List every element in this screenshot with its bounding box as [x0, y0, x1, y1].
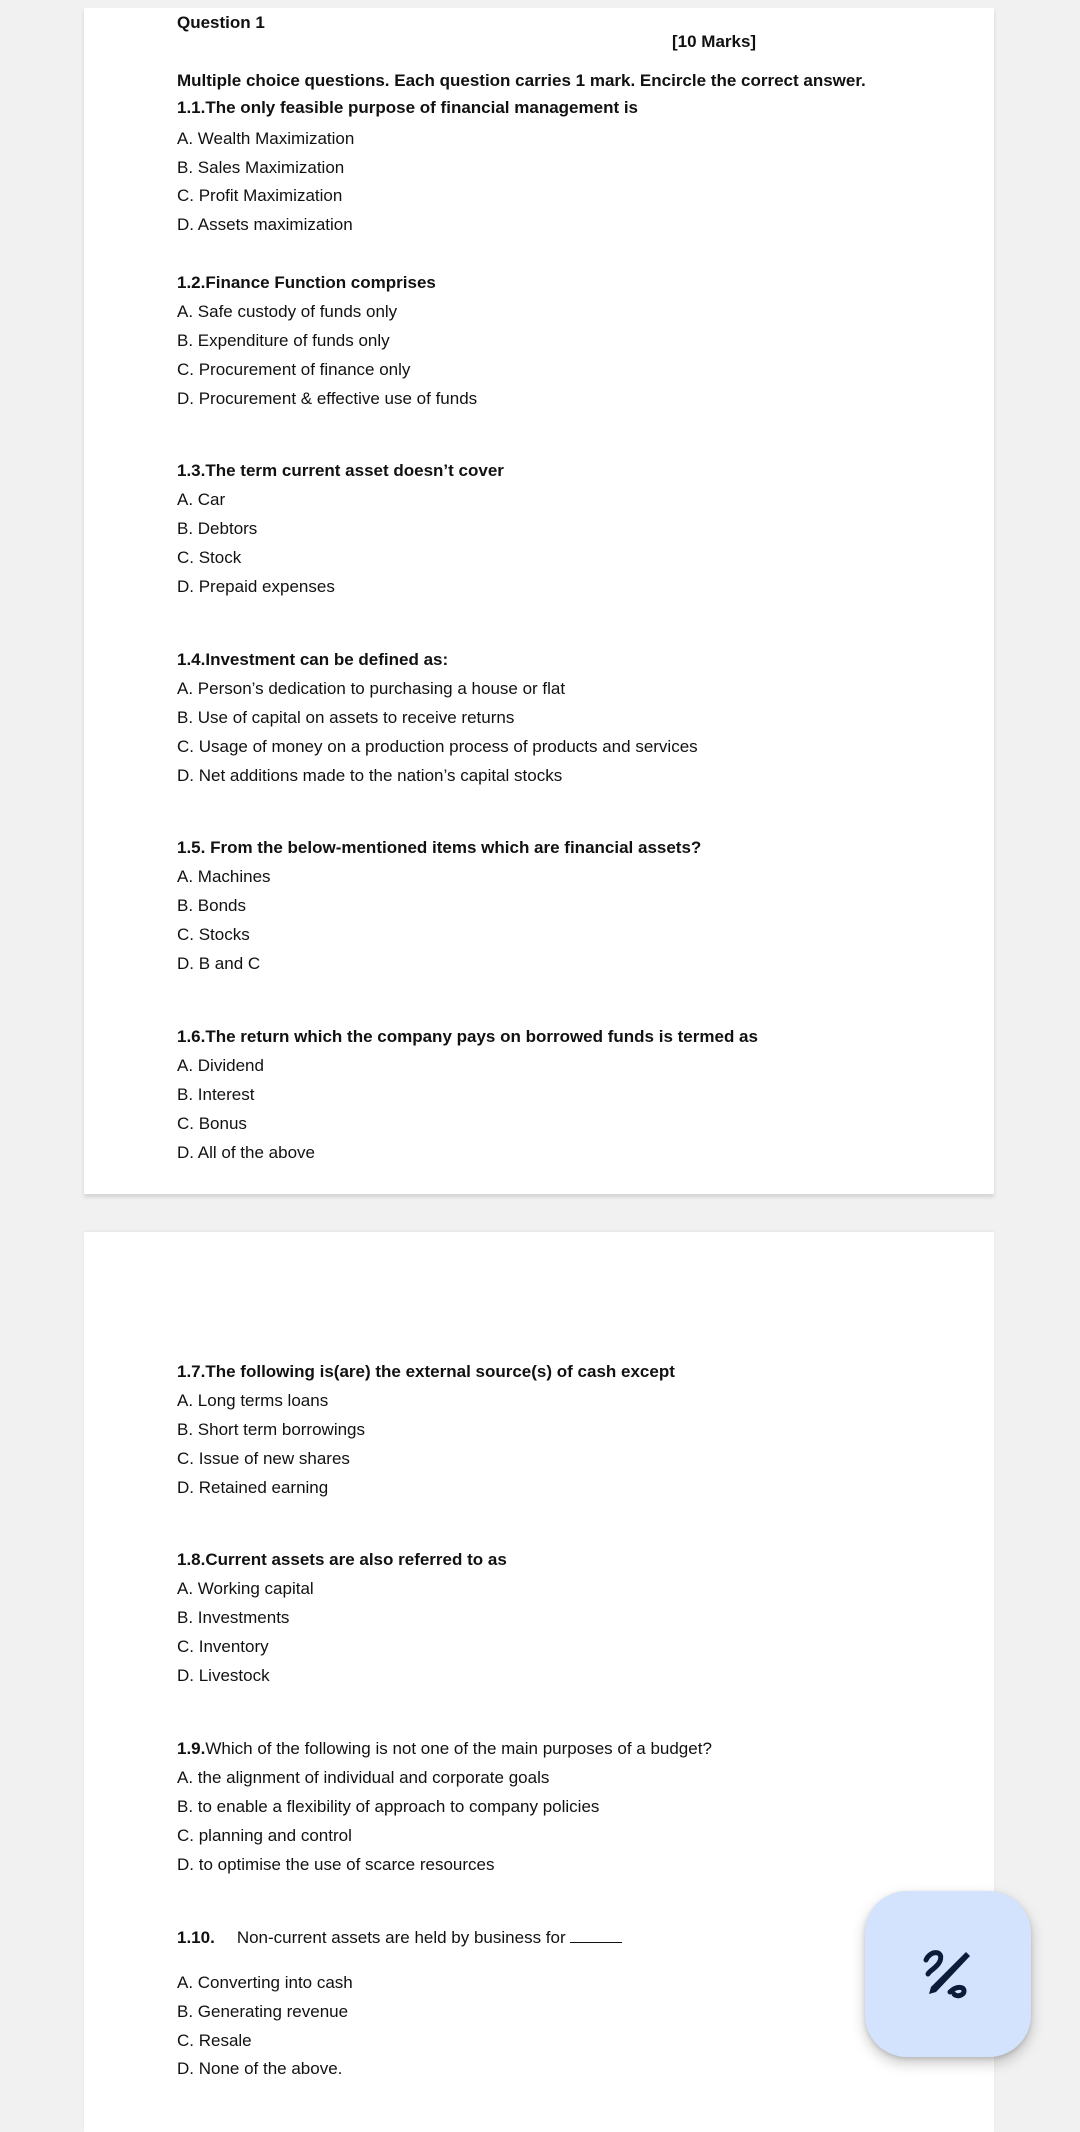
question-1-2: 1.2.Finance Function comprises	[177, 273, 436, 292]
question-1-10: 1.10. Non-current assets are held by business for	[177, 1928, 622, 1948]
option: D. Livestock	[177, 1666, 270, 1685]
option: B. Investments	[177, 1608, 290, 1627]
question-1-3: 1.3.The term current asset doesn’t cover	[177, 461, 504, 480]
option: A. Machines	[177, 867, 271, 886]
option: C. Bonus	[177, 1114, 247, 1133]
option: D. Assets maximization	[177, 215, 353, 234]
question-1-4: 1.4.Investment can be defined as:	[177, 650, 449, 669]
option: A. Dividend	[177, 1056, 264, 1075]
answer-blank	[570, 1928, 622, 1943]
option: B. Short term borrowings	[177, 1420, 366, 1439]
option: A. Long terms loans	[177, 1391, 329, 1410]
question-1-9: 1.9.Which of the following is not one of the main purposes of a budget?	[177, 1739, 712, 1758]
option: B. Use of capital on assets to receive returns	[177, 708, 515, 727]
option: A. Safe custody of funds only	[177, 302, 398, 321]
question-title: Question 1	[177, 13, 265, 32]
option: A. the alignment of individual and corporate goals	[177, 1768, 550, 1787]
option: C. Usage of money on a production process of products and services	[177, 737, 698, 756]
option: D. to optimise the use of scarce resources	[177, 1855, 495, 1874]
option: C. Profit Maximization	[177, 186, 343, 205]
option: A. Working capital	[177, 1579, 314, 1598]
instructions: Multiple choice questions. Each question carries 1 mark. Encircle the correct answer.	[177, 71, 866, 90]
option: C. Inventory	[177, 1637, 269, 1656]
option: A. Person’s dedication to purchasing a house or flat	[177, 679, 566, 698]
question-1-6: 1.6.The return which the company pays on borrowed funds is termed as	[177, 1027, 758, 1046]
option: B. Sales Maximization	[177, 158, 345, 177]
option: C. planning and control	[177, 1826, 352, 1845]
option: D. All of the above	[177, 1143, 315, 1162]
option: B. to enable a flexibility of approach to company policies	[177, 1797, 600, 1816]
marks-label: [10 Marks]	[672, 32, 757, 51]
option: B. Interest	[177, 1085, 255, 1104]
option: C. Stocks	[177, 925, 250, 944]
option: C. Procurement of finance only	[177, 360, 411, 379]
option: D. Net additions made to the nation’s capital stocks	[177, 766, 563, 785]
question-1-8: 1.8.Current assets are also referred to as	[177, 1550, 507, 1569]
question-1-7: 1.7.The following is(are) the external source(s) of cash except	[177, 1362, 675, 1381]
option: D. None of the above.	[177, 2059, 343, 2078]
edit-fab-button[interactable]	[865, 1891, 1031, 2057]
option: D. Procurement & effective use of funds	[177, 389, 478, 408]
option: D. B and C	[177, 954, 261, 973]
option: D. Prepaid expenses	[177, 577, 335, 596]
question-1-5: 1.5. From the below-mentioned items which are financial assets?	[177, 838, 702, 857]
option: B. Debtors	[177, 519, 258, 538]
option: D. Retained earning	[177, 1478, 329, 1497]
option: B. Generating revenue	[177, 2002, 349, 2021]
option: B. Expenditure of funds only	[177, 331, 390, 350]
option: A. Wealth Maximization	[177, 129, 355, 148]
option: C. Resale	[177, 2031, 252, 2050]
option: B. Bonds	[177, 896, 246, 915]
option: C. Stock	[177, 548, 242, 567]
option: A. Car	[177, 490, 226, 509]
edit-pen-icon	[920, 1946, 976, 2002]
option: A. Converting into cash	[177, 1973, 353, 1992]
option: C. Issue of new shares	[177, 1449, 350, 1468]
question-1-1: 1.1.The only feasible purpose of financial management is	[177, 98, 639, 117]
